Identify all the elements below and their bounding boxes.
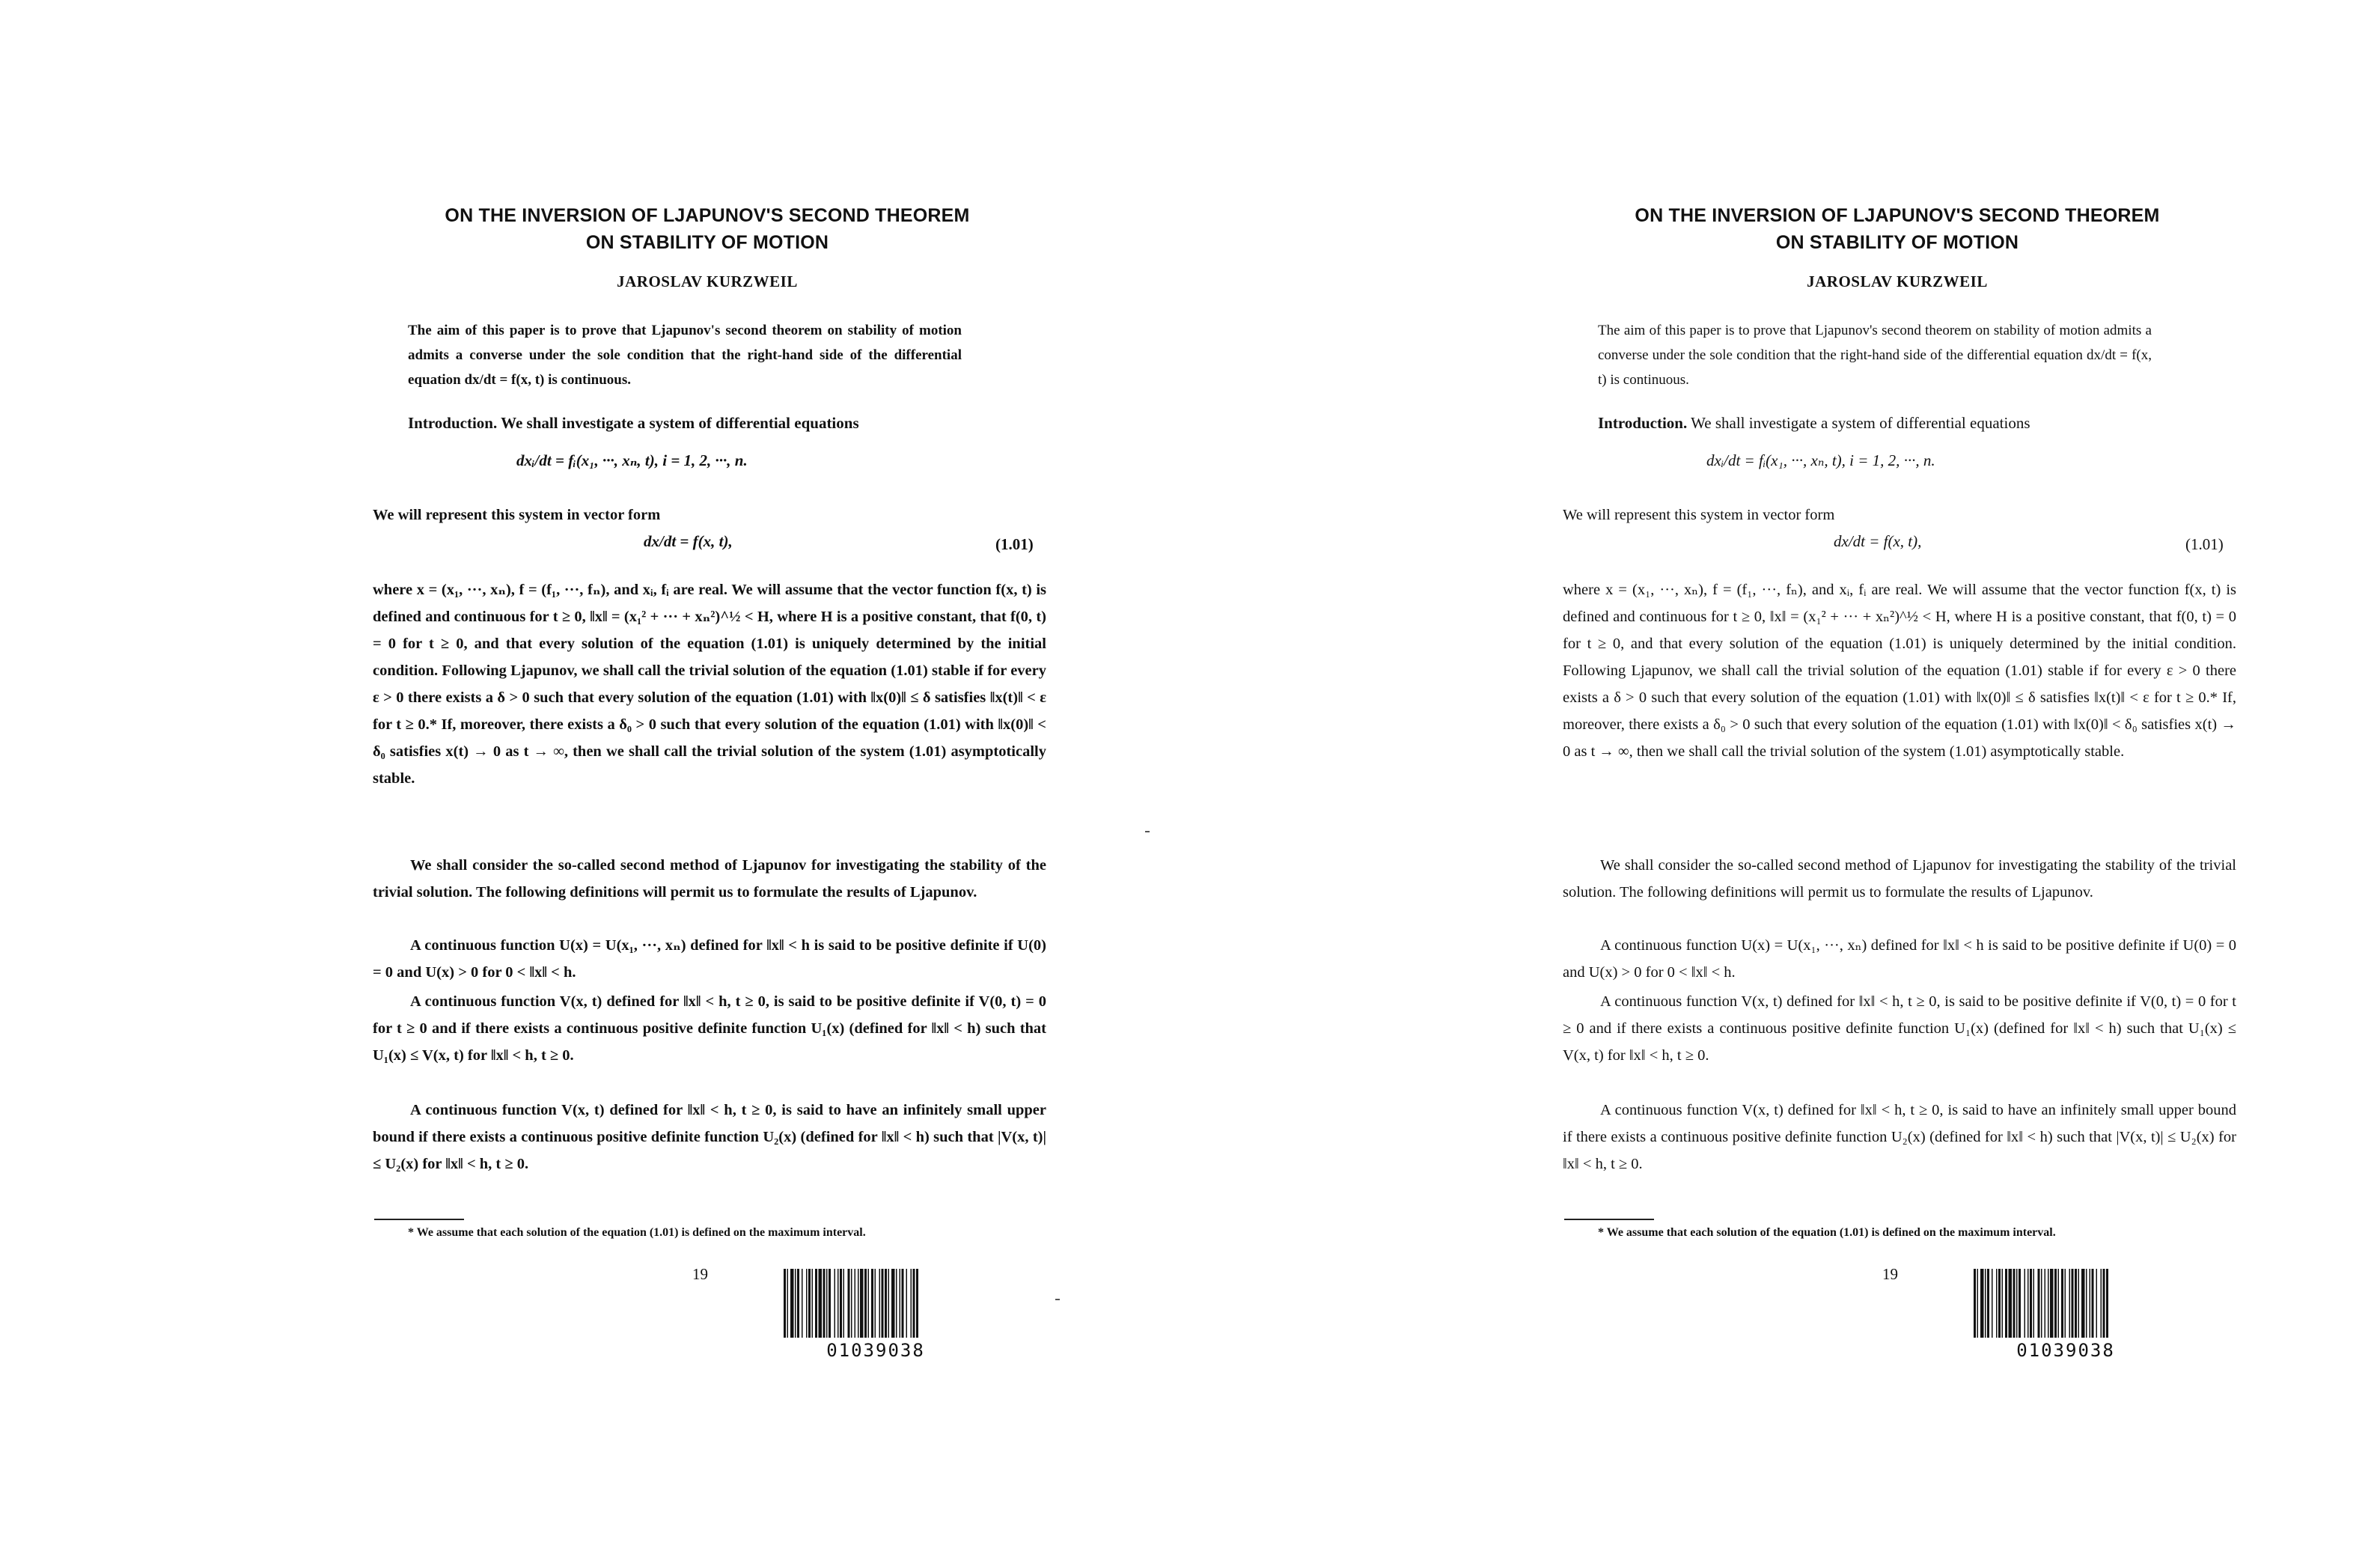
barcode-bar (2033, 1269, 2035, 1338)
barcode-bar (2002, 1269, 2004, 1338)
barcode-bar (806, 1269, 808, 1338)
barcode-bar (808, 1269, 811, 1338)
barcode-bar (2069, 1269, 2071, 1338)
introduction (1598, 412, 2242, 434)
barcode-bar (875, 1269, 876, 1338)
barcode-bars (1972, 1269, 2159, 1338)
barcode-bar (864, 1269, 867, 1338)
barcode-bar (2050, 1269, 2054, 1338)
barcode-bar (906, 1269, 908, 1338)
barcode-bar (2061, 1269, 2063, 1338)
barcode-bar (2075, 1269, 2077, 1338)
title-line-2: ON STABILITY OF MOTION (585, 232, 829, 253)
intro-text: We shall investigate a system of differential equations (1691, 414, 2030, 432)
barcode-bar (2078, 1269, 2080, 1338)
paper-title (1557, 202, 2238, 256)
barcode-bar (860, 1269, 864, 1338)
barcode-number: 01039038 (2016, 1340, 2115, 1361)
footnote: * We assume that each solution of the equation (1.01) is defined on the maximum interval. (408, 1226, 866, 1239)
paragraph-second-method: We shall consider the so-called second method of Ljapunov for investigating the stability of the trivial solution. The following definitions will permit us to formulate the results of Ljapunov. (1563, 857, 2236, 901)
equation-vector: dx/dt = f(x, t), (644, 532, 733, 550)
barcode-bar (2054, 1269, 2057, 1338)
paragraph-definition-v: A continuous function V(x, t) defined for ‖x‖ < h, t ≥ 0, is said to be positive definite if V(0, t) = 0 for t ≥ 0 and if there exists a continuous positive definite function U₁(x) (defined for ‖x‖ < h) such that U₁(x) ≤ V(x, t) for ‖x‖ < h, t ≥ 0. (1563, 993, 2236, 1064)
footnote-rule (1564, 1219, 1654, 1220)
barcode-bar (902, 1269, 904, 1338)
barcode-bar (2013, 1269, 2016, 1338)
barcode-bar (2038, 1269, 2040, 1338)
barcode-bar (2027, 1269, 2029, 1338)
barcode (782, 1269, 969, 1338)
barcode-bar (797, 1269, 799, 1338)
barcode-bar (1985, 1269, 1986, 1338)
barcode-bar (888, 1269, 890, 1338)
scan-speck (1145, 831, 1150, 832)
barcode-bar (1998, 1269, 2001, 1338)
vector-form-sentence: We will represent this system in vector form (1563, 507, 1835, 523)
paragraph-where: where x = (x₁, ···, xₙ), f = (f₁, ···, fₙ), and xᵢ, fᵢ are real. We will assume that the vector function f(x, t) is defined and continuous for t ≥ 0, ‖x‖ = (x₁² + ··· + xₙ²)^½ < H, where H is a positive constant, that f(0, t) = 0 for t ≥ 0, and that every solution of the equation (1.01) is uniquely determined by the initial condition. Following Ljapunov, we shall call the trivial solution of the equation (1.01) stable if for every ε > 0 there exists a δ > 0 such that every solution of the equation (1.01) with ‖x(0)‖ ≤ δ satisfies ‖x(t)‖ < ε for t ≥ 0.* If, moreover, there exists a δ₀ > 0 such that every solution of the equation (1.01) with ‖x(0)‖ < δ₀ satisfies x(t) → 0 as t → ∞, then we shall call the trivial solution of the system (1.01) asymptotically stable. (373, 582, 1046, 787)
vector-form-sentence: We will represent this system in vector form (373, 507, 661, 523)
barcode-bar (2016, 1269, 2018, 1338)
barcode-bar (819, 1269, 823, 1338)
title-line-2: ON STABILITY OF MOTION (1775, 232, 2019, 253)
barcode-bar (2092, 1269, 2094, 1338)
page-number: 19 (692, 1265, 708, 1283)
barcode-bar (2005, 1269, 2007, 1338)
intro-heading: Introduction. (408, 414, 498, 432)
barcode-bar (868, 1269, 870, 1338)
barcode-bar (871, 1269, 873, 1338)
barcode-bars (782, 1269, 969, 1338)
barcode-bar (2019, 1269, 2021, 1338)
barcode-bar (879, 1269, 881, 1338)
barcode-bar (891, 1269, 895, 1338)
barcode-bar (784, 1269, 786, 1338)
footnote-rule (374, 1219, 464, 1220)
barcode-bar (2096, 1269, 2098, 1338)
paragraph-definition-v: A continuous function V(x, t) defined for ‖x‖ < h, t ≥ 0, is said to be positive definite if V(0, t) = 0 for t ≥ 0 and if there exists a continuous positive definite function U₁(x) (defined for ‖x‖ < h) such that U₁(x) ≤ V(x, t) for ‖x‖ < h, t ≥ 0. (373, 993, 1046, 1064)
barcode-bar (848, 1269, 850, 1338)
equation-system: dxᵢ/dt = fᵢ(x₁, ···, xₙ, t), i = 1, 2, ···, n. (516, 451, 748, 469)
barcode-bar (900, 1269, 901, 1338)
barcode-bar (812, 1269, 814, 1338)
barcode-bar (2009, 1269, 2013, 1338)
barcode-bar (843, 1269, 845, 1338)
barcode-bar (2045, 1269, 2046, 1338)
intro-heading: Introduction. (1598, 414, 1688, 432)
barcode-bar (1974, 1269, 1976, 1338)
barcode-bar (916, 1269, 918, 1338)
barcode-bar (885, 1269, 887, 1338)
barcode-bar (1996, 1269, 1998, 1338)
barcode-bar (2106, 1269, 2108, 1338)
equation-number: (1.01) (2185, 535, 2224, 553)
barcode-bar (2086, 1269, 2087, 1338)
paragraph-definition-bound: A continuous function V(x, t) defined for ‖x‖ < h, t ≥ 0, is said to have an infinitely small upper bound if there exists a continuous positive definite function U₂(x) (defined for ‖x‖ < h) such that |V(x, t)| ≤ U₂(x) for ‖x‖ < h, t ≥ 0. (1563, 1102, 2236, 1172)
barcode-bar (787, 1269, 789, 1338)
barcode-bar (2065, 1269, 2066, 1338)
barcode-bar (882, 1269, 884, 1338)
barcode-bar (795, 1269, 796, 1338)
barcode-bar (834, 1269, 836, 1338)
equation-system: dxᵢ/dt = fᵢ(x₁, ···, xₙ, t), i = 1, 2, ···, n. (1706, 451, 1935, 469)
barcode-bar (851, 1269, 852, 1338)
scan-speck (1055, 1299, 1060, 1300)
equation-vector: dx/dt = f(x, t), (1834, 532, 1922, 550)
barcode (1972, 1269, 2159, 1338)
barcode-bar (826, 1269, 828, 1338)
introduction (408, 412, 1052, 434)
barcode-bar (829, 1269, 831, 1338)
barcode-bar (2072, 1269, 2074, 1338)
barcode-bar (2048, 1269, 2049, 1338)
footnote: * We assume that each solution of the equation (1.01) is defined on the maximum interval. (1598, 1226, 2056, 1239)
barcode-bar (2030, 1269, 2032, 1338)
paragraph-definition-u: A continuous function U(x) = U(x₁, ···, xₙ) defined for ‖x‖ < h is said to be positive definite if U(0) = 0 and U(x) > 0 for 0 < ‖x‖ < h. (1563, 937, 2236, 981)
barcode-bar (815, 1269, 817, 1338)
barcode-bar (1977, 1269, 1979, 1338)
paragraph-definition-u: A continuous function U(x) = U(x₁, ···, xₙ) defined for ‖x‖ < h is said to be positive definite if U(0) = 0 and U(x) > 0 for 0 < ‖x‖ < h. (373, 937, 1046, 981)
barcode-bar (911, 1269, 912, 1338)
paragraph-definition-bound: A continuous function V(x, t) defined for ‖x‖ < h, t ≥ 0, is said to have an infinitely small upper bound if there exists a continuous positive definite function U₂(x) (defined for ‖x‖ < h) such that |V(x, t)| ≤ U₂(x) for ‖x‖ < h, t ≥ 0. (373, 1102, 1046, 1172)
barcode-bar (1987, 1269, 1989, 1338)
abstract: The aim of this paper is to prove that Ljapunov's second theorem on stability of motion admits a converse under the sole condition that the right-hand side of the differential equation dx/dt = f(x, t) is continuous. (1598, 323, 2152, 388)
barcode-bar (2041, 1269, 2042, 1338)
right-page (1190, 0, 2380, 1560)
barcode-bar (790, 1269, 794, 1338)
barcode-bar (896, 1269, 897, 1338)
equation-number: (1.01) (995, 535, 1034, 553)
barcode-number: 01039038 (826, 1340, 925, 1361)
intro-text: We shall investigate a system of differential equations (501, 414, 859, 432)
barcode-bar (2090, 1269, 2091, 1338)
barcode-bar (2058, 1269, 2060, 1338)
barcode-bar (855, 1269, 856, 1338)
page-number: 19 (1882, 1265, 1898, 1283)
barcode-bar (913, 1269, 915, 1338)
barcode-bar (837, 1269, 839, 1338)
barcode-bar (858, 1269, 859, 1338)
barcode-bar (2101, 1269, 2102, 1338)
title-line-1: ON THE INVERSION OF LJAPUNOV'S SECOND THEOREM (1635, 205, 2160, 226)
barcode-bar (2081, 1269, 2085, 1338)
barcode-bar (1992, 1269, 1993, 1338)
paragraph-second-method: We shall consider the so-called second method of Ljapunov for investigating the stability of the trivial solution. The following definitions will permit us to formulate the results of Ljapunov. (373, 857, 1046, 901)
barcode-bar (802, 1269, 803, 1338)
author: JAROSLAV KURZWEIL (1807, 272, 1988, 290)
abstract: The aim of this paper is to prove that Ljapunov's second theorem on stability of motion admits a converse under the sole condition that the right-hand side of the differential equation dx/dt = f(x, t) is continuous. (408, 323, 962, 388)
barcode-bar (823, 1269, 826, 1338)
barcode-bar (1980, 1269, 1984, 1338)
barcode-bar (840, 1269, 842, 1338)
title-line-1: ON THE INVERSION OF LJAPUNOV'S SECOND THEOREM (445, 205, 970, 226)
paragraph-where: where x = (x₁, ···, xₙ), f = (f₁, ···, fₙ), and xᵢ, fᵢ are real. We will assume that the vector function f(x, t) is defined and continuous for t ≥ 0, ‖x‖ = (x₁² + ··· + xₙ²)^½ < H, where H is a positive constant, that f(0, t) = 0 for t ≥ 0, and that every solution of the equation (1.01) is uniquely determined by the initial condition. Following Ljapunov, we shall call the trivial solution of the equation (1.01) stable if for every ε > 0 there exists a δ > 0 such that every solution of the equation (1.01) with ‖x(0)‖ ≤ δ satisfies ‖x(t)‖ < ε for t ≥ 0.* If, moreover, there exists a δ₀ > 0 such that every solution of the equation (1.01) with ‖x(0)‖ < δ₀ satisfies x(t) → 0 as t → ∞, then we shall call the trivial solution of the system (1.01) asymptotically stable. (1563, 582, 2236, 760)
paper-title (367, 202, 1048, 256)
author: JAROSLAV KURZWEIL (617, 272, 798, 290)
barcode-bar (2103, 1269, 2105, 1338)
barcode-bar (2024, 1269, 2026, 1338)
